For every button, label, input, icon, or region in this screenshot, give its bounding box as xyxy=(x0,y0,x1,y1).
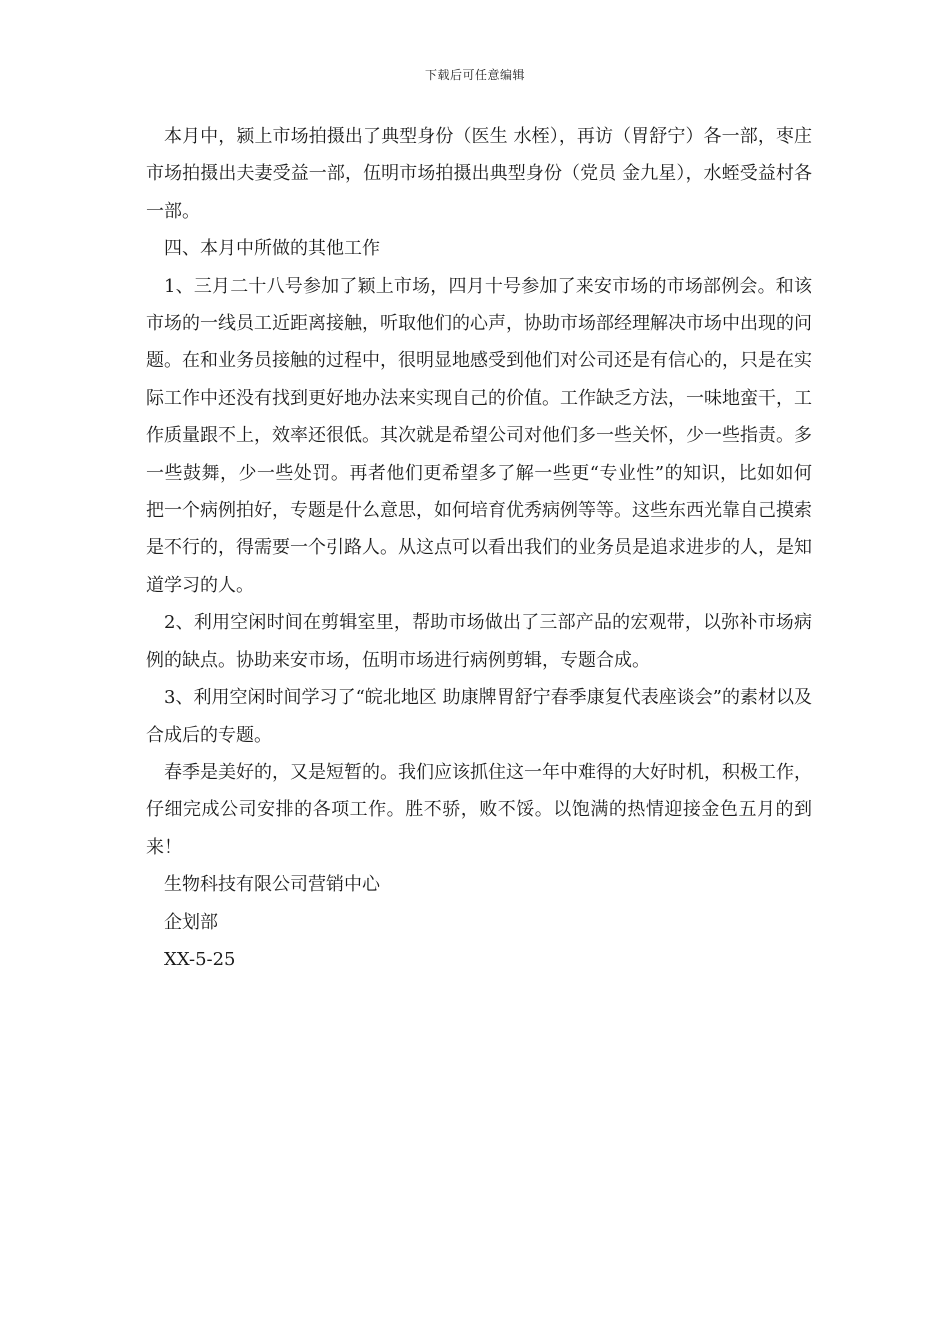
paragraph-item-2: 2、利用空闲时间在剪辑室里，帮助市场做出了三部产品的宏观带，以弥补市场病例的缺点。协助来安市场，伍明市场进行病例剪辑，专题合成。 xyxy=(146,612,812,671)
document-body xyxy=(146,118,812,978)
signature-date: XX-5-25 xyxy=(164,948,236,970)
header-note: 下载后可任意编辑 xyxy=(424,68,525,82)
paragraph-filming-summary: 本月中，颍上市场拍摄出了典型身份（医生 水桎），再访（胃舒宁）各一部，枣庄市场拍摄出夫妻受益一部，伍明市场拍摄出典型身份（党员 金九星），水蛭受益村各一部。 xyxy=(146,126,812,222)
signature-department: 企划部 xyxy=(164,911,218,933)
paragraph-item-1: 1、三月二十八号参加了颖上市场，四月十号参加了来安市场的市场部例会。和该市场的一线员工近距离接触，听取他们的心声，协助市场部经理解决市场中出现的问题。在和业务员接触的过程中，很明显地感受到他们对公司还是有信心的，只是在实际工作中还没有找到更好地办法来实现自己的价值。工作缺乏方法，一味地蛮干，工作质量跟不上，效率还很低。其次就是希望公司对他们多一些关怀，少一些指责。多一些鼓舞，少一些处罚。再者他们更希望多了解一些更“专业性”的知识，比如如何把一个病例拍好，专题是什么意思，如何培育优秀病例等等。这些东西光靠自己摸索是不行的，得需要一个引路人。从这点可以看出我们的业务员是追求进步的人，是知道学习的人。 xyxy=(146,275,812,596)
paragraph-closing: 春季是美好的，又是短暂的。我们应该抓住这一年中难得的大好时机，积极工作，仔细完成公司安排的各项工作。胜不骄，败不馁。以饱满的热情迎接金色五月的到来！ xyxy=(146,761,812,858)
paragraph-item-3: 3、利用空闲时间学习了“皖北地区 助康牌胃舒宁春季康复代表座谈会”的素材以及合成后的专题。 xyxy=(146,687,812,746)
signature-company: 生物科技有限公司营销中心 xyxy=(164,874,380,896)
section-heading-other-work: 四、本月中所做的其他工作 xyxy=(164,238,380,260)
